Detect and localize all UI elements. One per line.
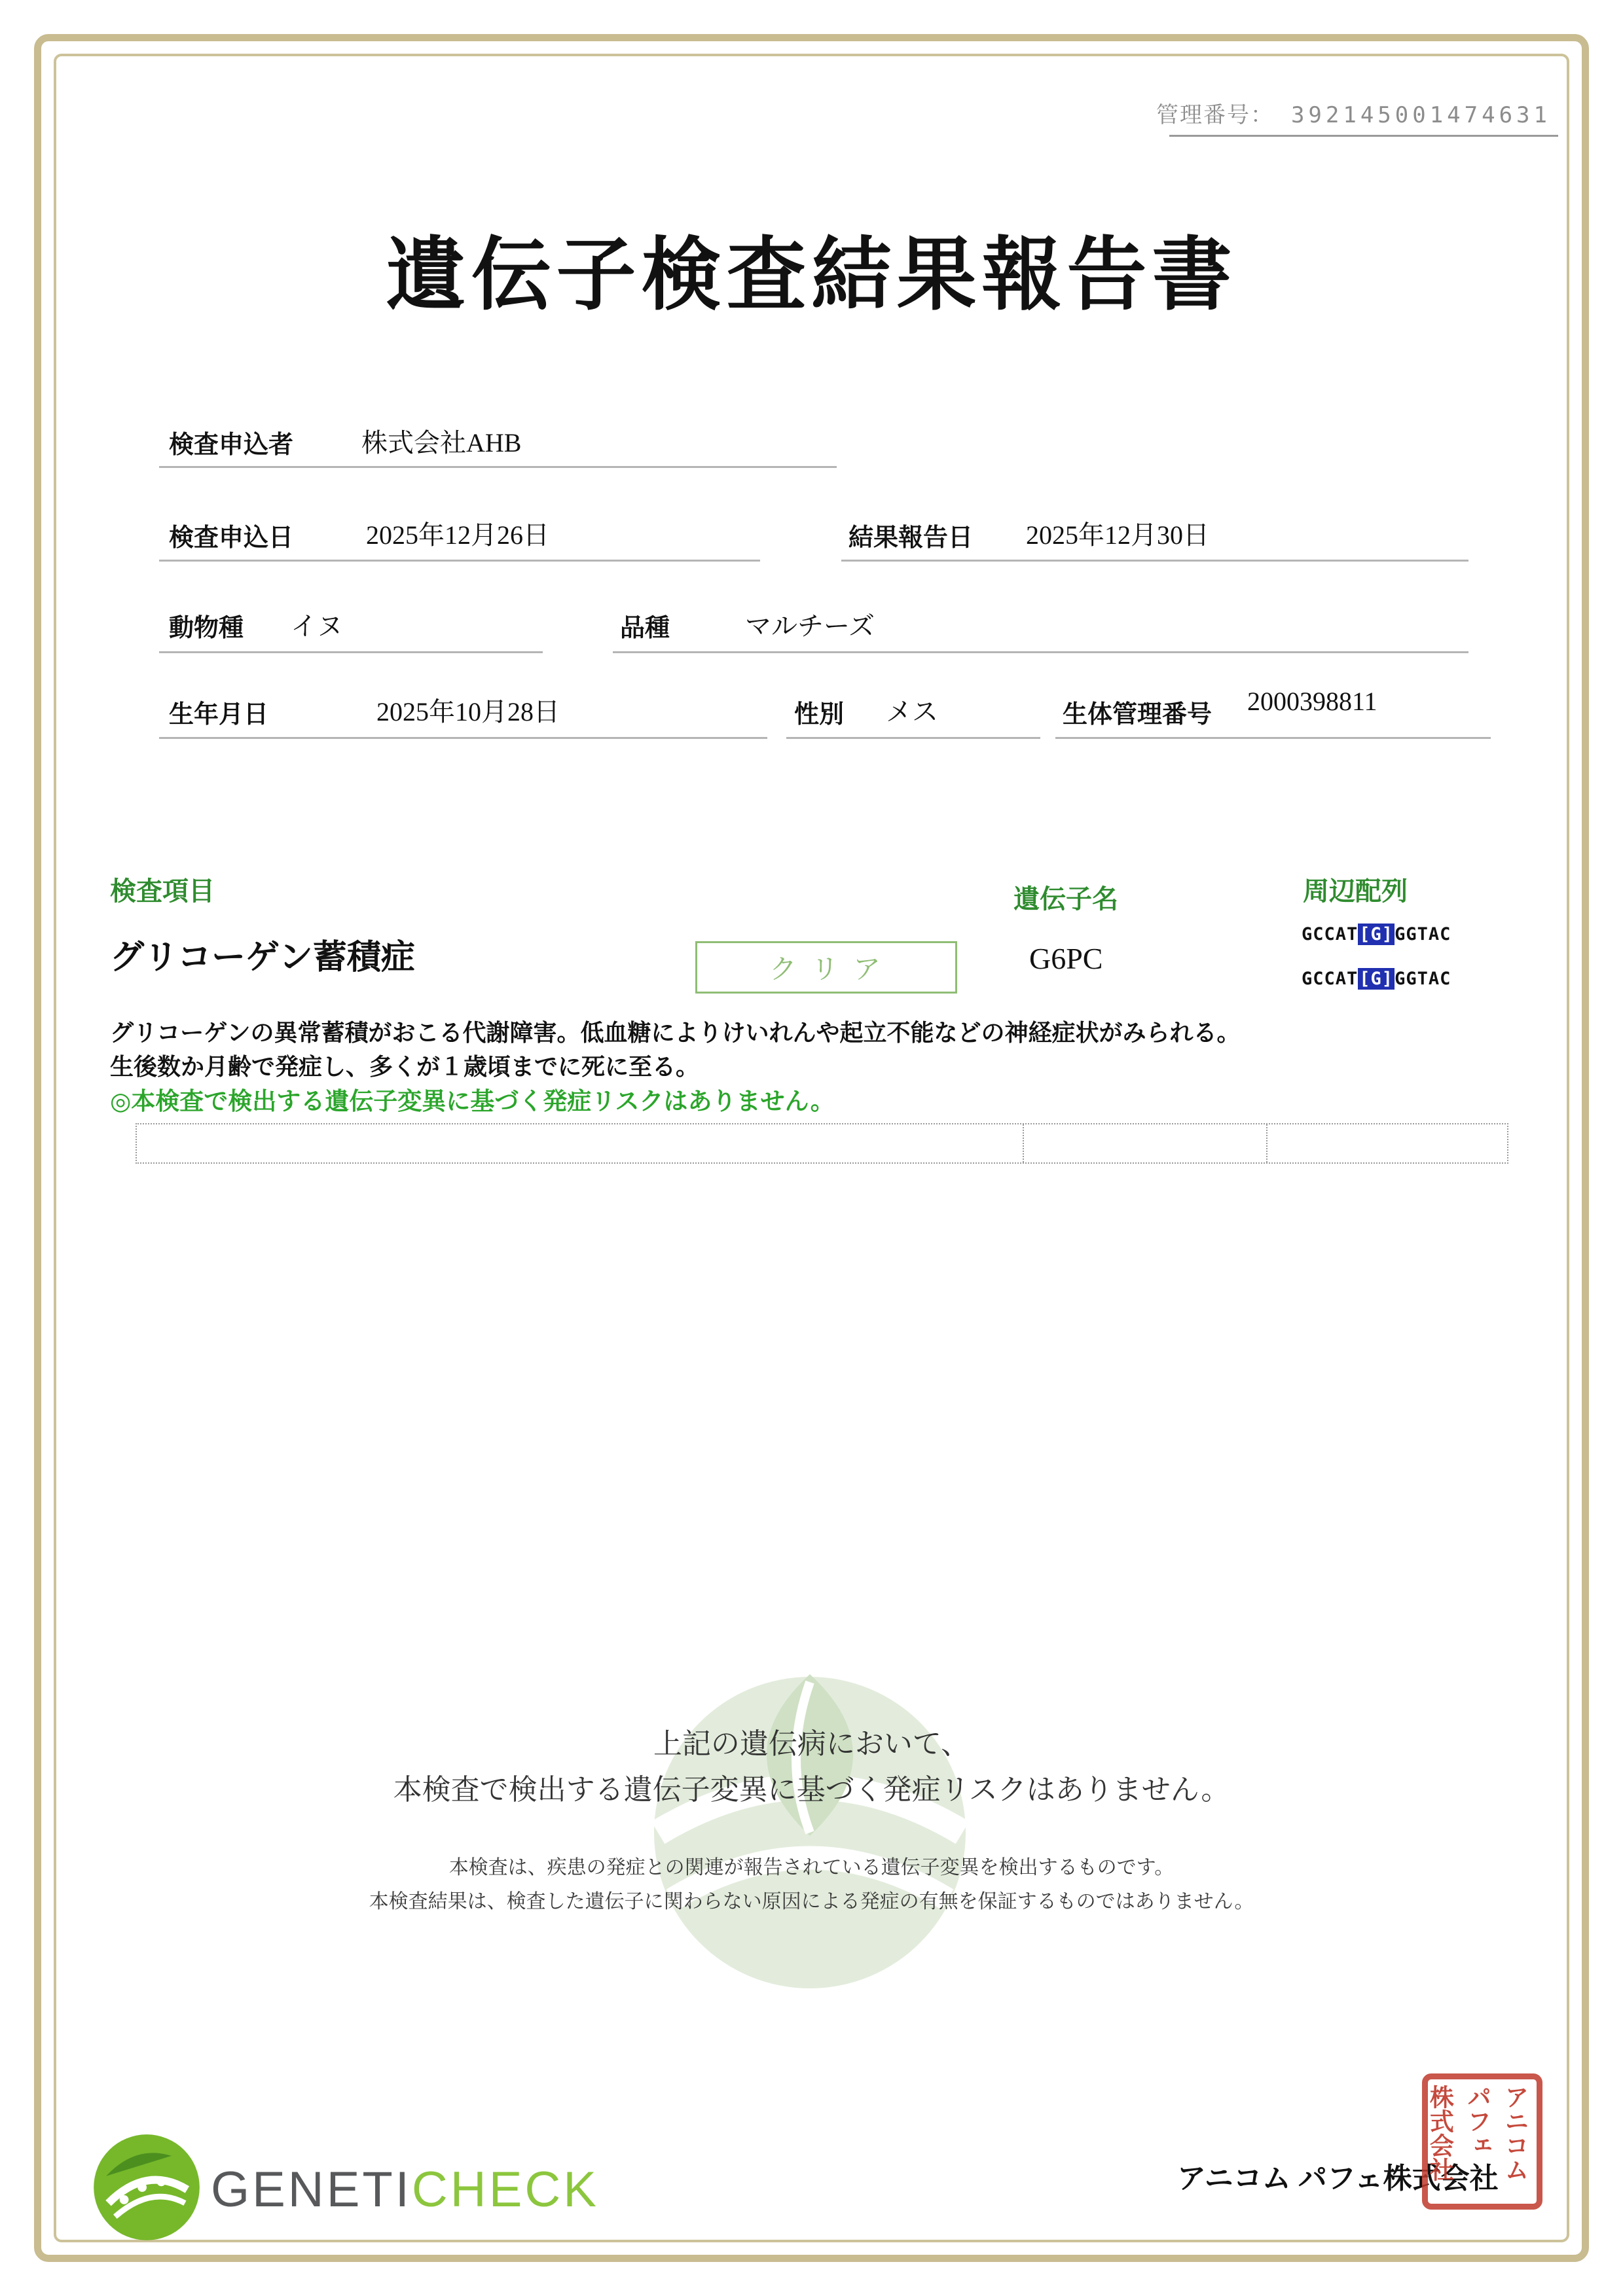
breed-label: 品種	[620, 615, 670, 642]
summary-line1: 上記の遺伝病において、	[653, 1728, 970, 1760]
birth-date-underline	[159, 737, 767, 739]
disease-description-line1: グリコーゲンの異常蓄積がおこる代謝障害。低血糖によりけいれんや起立不能などの神経症状がみられる。	[110, 1020, 1241, 1046]
birth-date-label: 生年月日	[169, 701, 269, 728]
species-underline	[159, 651, 543, 653]
summary-line2: 本検査で検出する遺伝子変異に基づく発症リスクはありません。	[393, 1774, 1230, 1806]
report-date-underline	[841, 560, 1468, 562]
disease-description-line2: 生後数か月齢で発症し、多くが１歳頃までに死に至る。	[110, 1054, 700, 1080]
sequence-variant: [G]	[1359, 924, 1394, 944]
breed-underline	[613, 651, 1468, 653]
apply-date-value: 2025年12月26日	[366, 520, 549, 550]
empty-row-divider-1	[1023, 1124, 1024, 1162]
stamp-column-1: アニコム	[1501, 2085, 1527, 2181]
empty-result-row	[136, 1123, 1508, 1164]
report-date-value: 2025年12月30日	[1026, 520, 1209, 550]
applicant-underline	[159, 466, 837, 468]
species-value: イヌ	[291, 611, 343, 641]
apply-date-underline	[159, 560, 760, 562]
watermark-emblem	[632, 1643, 989, 2000]
animal-id-underline	[1055, 737, 1491, 739]
species-label: 動物種	[169, 615, 244, 642]
sequence-prefix: GCCAT	[1302, 924, 1359, 944]
stamp-column-2: パフェ	[1463, 2085, 1490, 2157]
sex-value: メス	[886, 697, 938, 726]
test-item-name: グリコーゲン蓄積症	[110, 939, 415, 977]
report-date-label: 結果報告日	[848, 524, 974, 552]
company-name: アニコム パフェ株式会社	[1177, 2162, 1499, 2195]
control-number-value: 392145001474631	[1290, 102, 1551, 128]
gene-name: G6PC	[1029, 942, 1103, 975]
empty-row-divider-2	[1266, 1124, 1267, 1162]
sequence-suffix: GGTAC	[1395, 924, 1451, 944]
logo-text-check: CHECK	[411, 2162, 599, 2217]
apply-date-label: 検査申込日	[169, 524, 294, 552]
sequence-prefix: GCCAT	[1302, 969, 1359, 989]
control-number	[1156, 97, 1551, 129]
geneticheck-logo-text	[211, 2161, 599, 2218]
result-status-label: クリア	[769, 955, 895, 985]
applicant-label: 検査申込者	[169, 431, 294, 459]
summary-note1: 本検査は、疾患の発症との関連が報告されている遺伝子変異を検出するものです。	[448, 1857, 1175, 1878]
animal-id-label: 生体管理番号	[1063, 701, 1213, 728]
company-seal-stamp	[1422, 2073, 1542, 2210]
sequence-line-2	[1302, 969, 1451, 989]
risk-note: ◎本検査で検出する遺伝子変異に基づく発症リスクはありません。	[110, 1088, 835, 1115]
geneticheck-logo-icon	[90, 2131, 203, 2244]
control-number-label: 管理番号：	[1156, 103, 1274, 128]
result-status-badge	[695, 941, 957, 994]
stamp-column-3: 株式会社	[1425, 2085, 1453, 2181]
birth-date-value: 2025年10月28日	[376, 697, 560, 726]
page-title: 遺伝子検査結果報告書	[386, 232, 1237, 320]
sex-underline	[786, 737, 1040, 739]
sequence-variant: [G]	[1359, 969, 1394, 989]
results-header-gene: 遺伝子名	[1013, 884, 1118, 914]
sequence-line-1	[1302, 924, 1451, 944]
results-header-item: 検査項目	[110, 876, 215, 906]
sex-label: 性別	[794, 701, 845, 728]
control-number-underline	[1169, 135, 1558, 137]
sequence-suffix: GGTAC	[1395, 969, 1451, 989]
applicant-value: 株式会社AHB	[361, 428, 522, 457]
breed-value: マルチーズ	[745, 611, 875, 641]
animal-id-value: 2000398811	[1247, 687, 1377, 716]
results-header-sequence: 周辺配列	[1303, 876, 1408, 906]
summary-note2: 本検査結果は、検査した遺伝子に関わらない原因による発症の有無を保証するものではありません。	[369, 1891, 1254, 1912]
logo-text-geneti: GENETI	[211, 2162, 412, 2217]
